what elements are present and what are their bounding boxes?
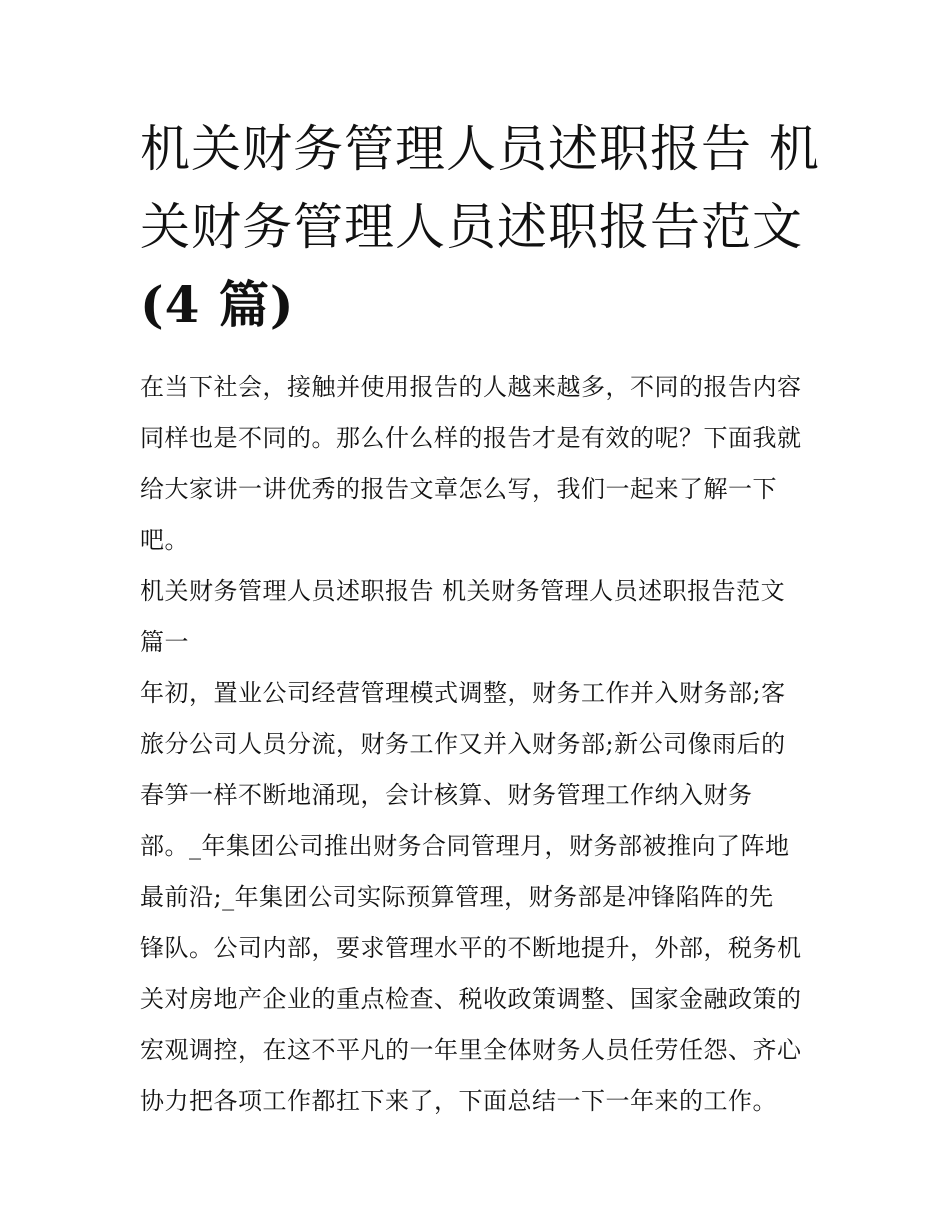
title-line: 机关财务管理人员述职报告 机 <box>140 120 820 178</box>
body-line: 宏观调控，在这不平凡的一年里全体财务人员任劳任怨、齐心 <box>140 1036 802 1064</box>
title-line: (4 篇) <box>140 275 295 334</box>
body-paragraph <box>140 668 820 1127</box>
body-line: 旅分公司人员分流，财务工作又并入财务部;新公司像雨后的 <box>140 730 786 758</box>
intro-line: 同样也是不同的。那么什么样的报告才是有效的呢？下面我就 <box>140 424 802 452</box>
body-line: 春笋一样不断地涌现，会计核算、财务管理工作纳入财务 <box>140 781 753 809</box>
body-line: 年初，置业公司经营管理模式调整，财务工作并入财务部;客 <box>140 679 786 707</box>
body-line: 关对房地产企业的重点检查、税收政策调整、国家金融政策的 <box>140 985 802 1013</box>
title-line: 关财务管理人员述职报告范文 <box>140 198 803 256</box>
document-title <box>140 110 820 344</box>
document-page <box>140 110 820 1127</box>
body-line: 协力把各项工作都扛下来了，下面总结一下一年来的工作。 <box>140 1087 777 1115</box>
section-heading-line: 机关财务管理人员述职报告 机关财务管理人员述职报告范文 <box>140 577 786 605</box>
body-line: 最前沿;_年集团公司实际预算管理，财务部是冲锋陷阵的先 <box>140 883 774 911</box>
body-line: 部。_年集团公司推出财务合同管理月，财务部被推向了阵地 <box>140 832 790 860</box>
body-line: 锋队。公司内部，要求管理水平的不断地提升，外部，税务机 <box>140 934 802 962</box>
intro-line: 在当下社会，接触并使用报告的人越来越多，不同的报告内容 <box>140 373 802 401</box>
section-heading <box>140 566 820 668</box>
section-heading-line: 篇一 <box>140 628 189 656</box>
intro-line: 吧。 <box>140 526 189 554</box>
intro-line: 给大家讲一讲优秀的报告文章怎么写，我们一起来了解一下 <box>140 475 777 503</box>
intro-paragraph <box>140 362 820 566</box>
